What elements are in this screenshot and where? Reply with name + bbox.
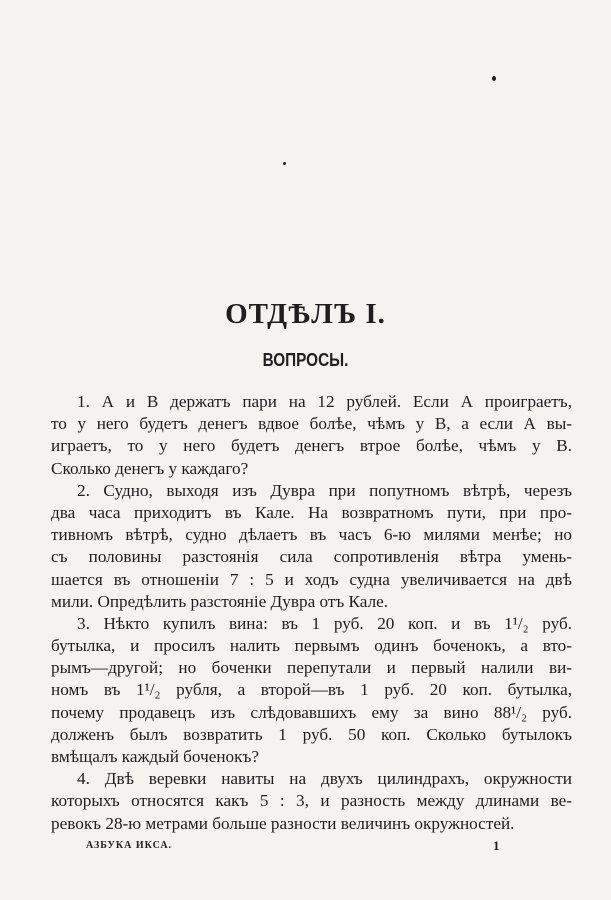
problem-paragraph <box>51 613 572 768</box>
text-line: съ половины разстоянія сила сопротивленія вѣтра умень- <box>51 547 572 567</box>
text-line: бутылка, и просилъ налить первымъ одинъ боченокъ, а вто- <box>51 636 572 656</box>
text-line: шается въ отношеніи 7 : 5 и ходъ судна увеличивается на двѣ <box>51 569 572 589</box>
text-line: долженъ былъ возвратить 1 руб. 50 коп. Сколько бутылокъ <box>51 724 572 744</box>
text-line: 3. Нѣкто купилъ вина: въ 1 руб. 20 коп. и въ 1¹/₂ руб. <box>77 613 572 633</box>
problems-body <box>51 391 572 835</box>
text-line: Сколько денегъ у каждаго? <box>51 458 249 478</box>
text-line: тивномъ вѣтрѣ, судно дѣлаетъ въ часъ 6-ю милями менѣе; но <box>51 525 572 545</box>
text-line: номъ въ 1¹/₂ рубля, а второй—въ 1 руб. 20 коп. бутылка, <box>51 680 572 700</box>
problem-paragraph <box>51 391 572 480</box>
page-number: 1 <box>493 838 500 853</box>
text-line: играетъ, то у него будетъ денегъ втрое болѣе, чѣмъ у В. <box>51 436 572 456</box>
text-line: два часа приходитъ въ Кале. На возвратномъ пути, при про- <box>51 502 572 522</box>
section-subtitle: ВОПРОСЫ. <box>262 350 349 370</box>
problem-paragraph <box>51 768 572 835</box>
section-title: ОТДѢЛЪ I. <box>225 298 386 330</box>
problem-paragraph <box>51 480 572 613</box>
text-line: 1. А и В держатъ пари на 12 рублей. Если А проиграетъ, <box>77 392 572 411</box>
text-line: которыхъ относятся какъ 5 : 3, и разность между длинами ве- <box>51 791 572 811</box>
text-line: мили. Опредѣлить разстояніе Дувра отъ Кале. <box>51 591 389 611</box>
printer-signature: АЗБУКА ИКСА. <box>86 840 173 851</box>
text-line: ревокъ 28-ю метрами больше разности величинъ окружностей. <box>51 813 515 833</box>
text-line: 4. Двѣ веревки навиты на двухъ цилиндрахъ, окружности <box>77 769 572 789</box>
text-line: 2. Судно, выходя изъ Дувра при попутномъ вѣтрѣ, черезъ <box>77 480 572 500</box>
scan-speck <box>283 162 286 165</box>
text-line: вмѣщалъ каждый боченокъ? <box>51 747 260 766</box>
scan-speck <box>492 76 496 81</box>
text-line: то у него будетъ денегъ вдвое болѣе, чѣмъ у В, а если А вы- <box>51 414 572 434</box>
text-line: почему продавецъ изъ слѣдовавшихъ ему за вино 88¹/₂ руб. <box>51 702 572 722</box>
text-line: рымъ—другой; но боченки перепутали и первый налили ви- <box>51 658 572 678</box>
